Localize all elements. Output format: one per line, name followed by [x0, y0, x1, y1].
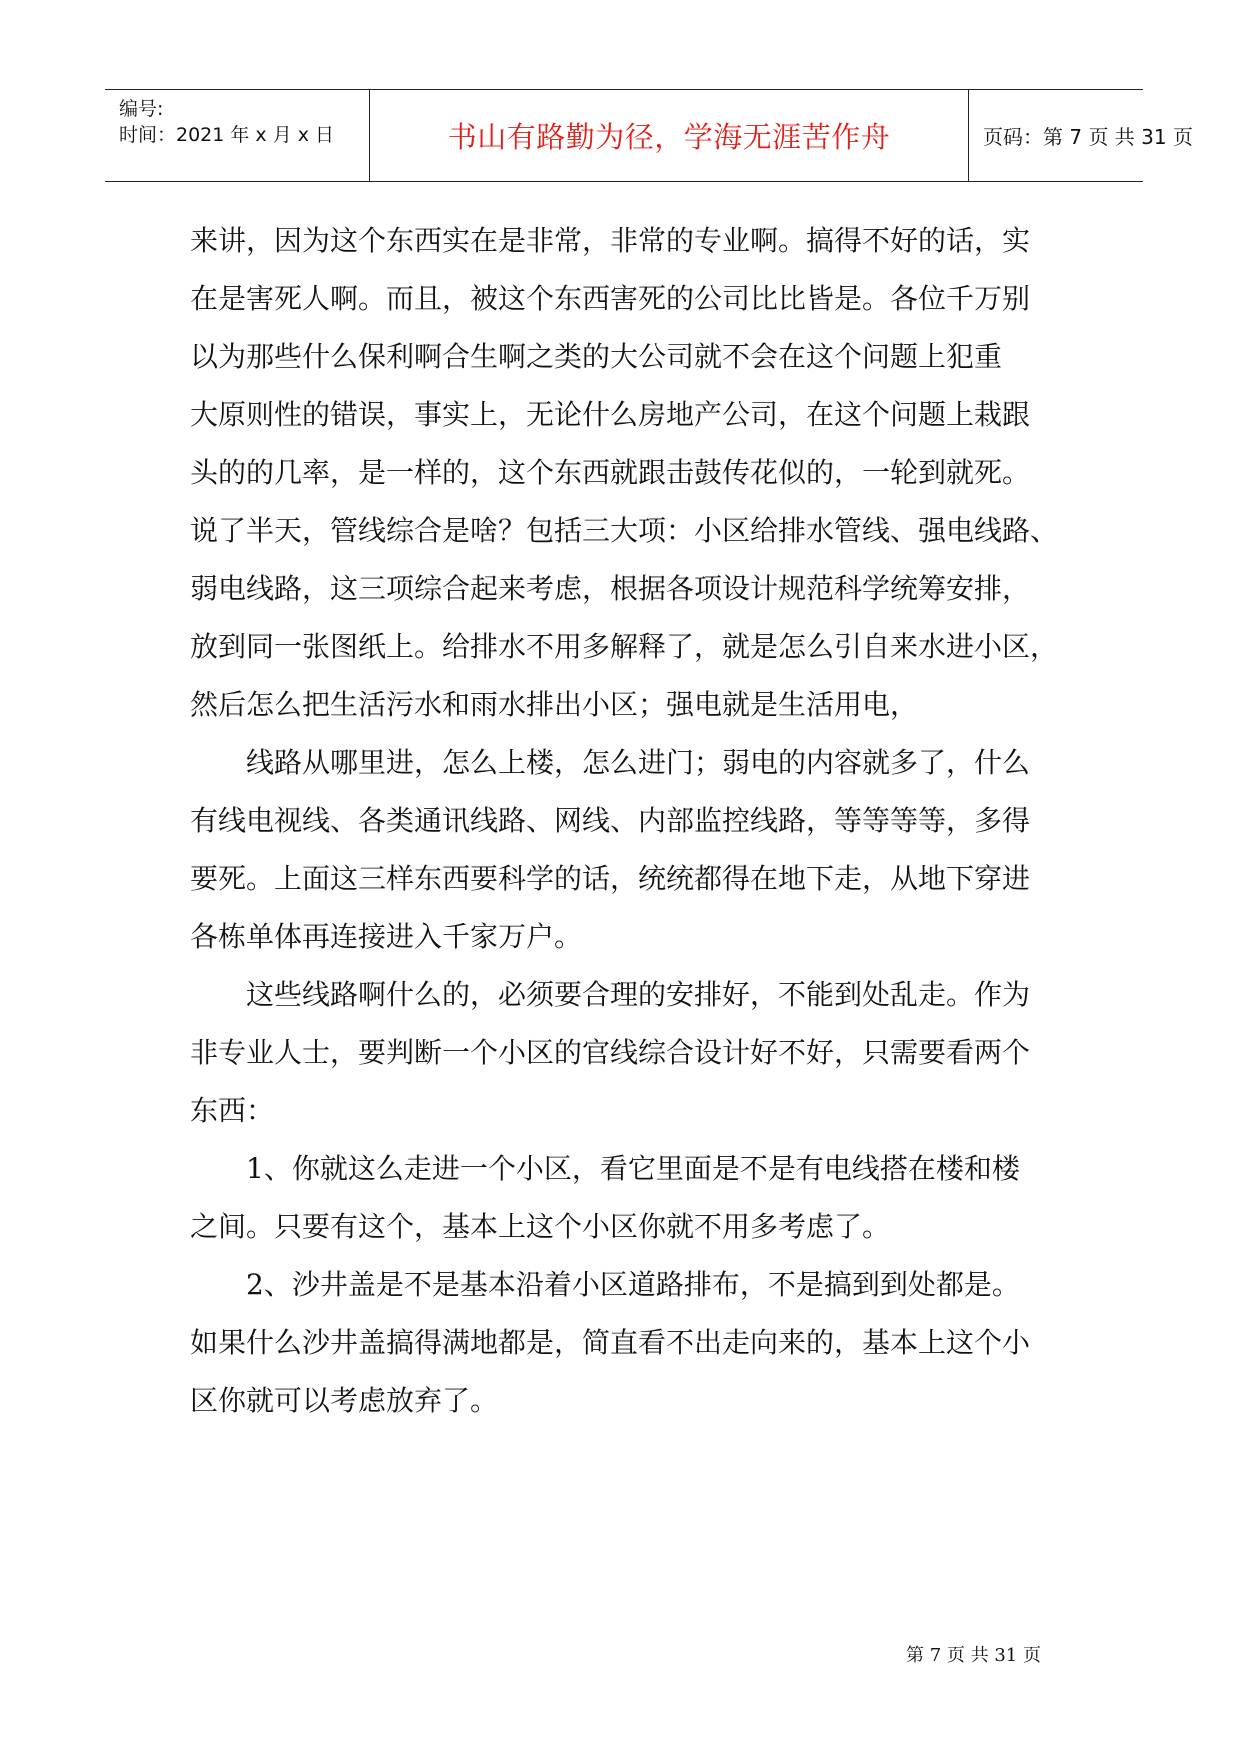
- text-line: 头的的几率，是一样的，这个东西就跟击鼓传花似的，一轮到就死。: [190, 456, 1031, 489]
- text-line: 1、你就这么走进一个小区，看它里面是不是有电线搭在楼和楼: [246, 1152, 1020, 1185]
- header-page-cell: [969, 90, 1193, 181]
- header-motto-cell: [370, 90, 969, 181]
- text-line: 区你就可以考虑放弃了。: [190, 1384, 499, 1417]
- text-line: 非专业人士，要判断一个小区的官线综合设计好不好，只需要看两个: [190, 1036, 1031, 1069]
- header-page-info: 页码：第 7 页 共 31 页: [983, 125, 1193, 149]
- header-motto: 书山有路勤为径，学海无涯苦作舟: [447, 120, 891, 154]
- header-meta-cell: [105, 90, 370, 181]
- text-line: 然后怎么把生活污水和雨水排出小区；强电就是生活用电，: [190, 688, 919, 721]
- text-line: 如果什么沙井盖搞得满地都是，简直看不出走向来的，基本上这个小: [190, 1326, 1031, 1359]
- text-line: 东西：: [190, 1094, 275, 1127]
- page-footer: 第 7 页 共 31 页: [906, 1645, 1041, 1666]
- document-number-label: 编号:: [119, 98, 164, 120]
- text-line: 以为那些什么保利啊合生啊之类的大公司就不会在这个问题上犯重: [190, 340, 1003, 373]
- text-line: 线路从哪里进，怎么上楼，怎么进门；弱电的内容就多了，什么: [246, 746, 1031, 779]
- text-line: 弱电线路，这三项综合起来考虑，根据各项设计规范科学统筹安排，: [190, 572, 1031, 605]
- text-line: 这些线路啊什么的，必须要合理的安排好，不能到处乱走。作为: [246, 978, 1031, 1011]
- text-line: 各栋单体再连接进入千家万户。: [190, 920, 583, 953]
- text-line: 有线电视线、各类通讯线路、网线、内部监控线路，等等等等，多得: [190, 804, 1031, 837]
- text-line: 说了半天，管线综合是啥？包括三大项：小区给排水管线、强电线路、: [190, 514, 1059, 547]
- document-time-label: 时间：2021 年 x 月 x 日: [119, 124, 335, 146]
- text-line: 在是害死人啊。而且，被这个东西害死的公司比比皆是。各位千万别: [190, 282, 1031, 315]
- text-line: 2、沙井盖是不是基本沿着小区道路排布，不是搞到到处都是。: [246, 1268, 1020, 1301]
- text-line: 来讲，因为这个东西实在是非常，非常的专业啊。搞得不好的话，实: [190, 224, 1031, 257]
- text-line: 之间。只要有这个，基本上这个小区你就不用多考虑了。: [190, 1210, 891, 1243]
- text-line: 要死。上面这三样东西要科学的话，统统都得在地下走，从地下穿进: [190, 862, 1031, 895]
- text-line: 放到同一张图纸上。给排水不用多解释了，就是怎么引自来水进小区，: [190, 630, 1059, 663]
- text-line: 大原则性的错误，事实上，无论什么房地产公司，在这个问题上栽跟: [190, 398, 1031, 431]
- page-header: [105, 89, 1193, 182]
